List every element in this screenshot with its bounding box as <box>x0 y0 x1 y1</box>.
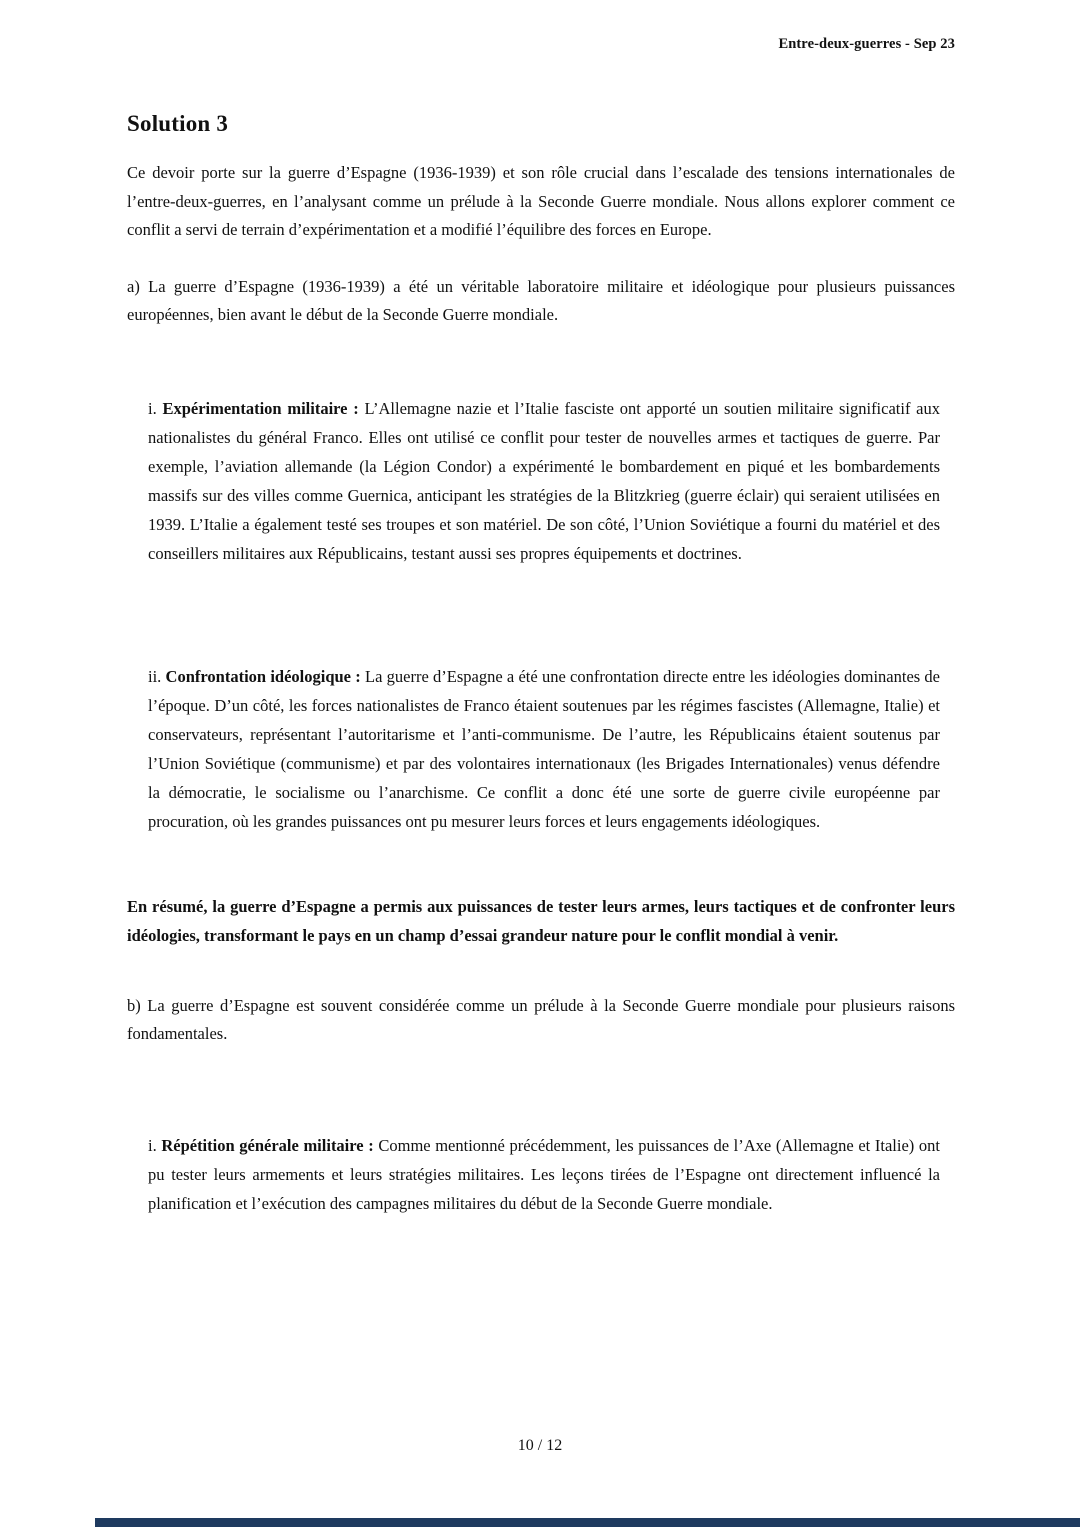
page-number-text: 10 / 12 <box>517 1437 563 1454</box>
section-b-intro: b) La guerre d’Espagne est souvent considérée comme un prélude à la Seconde Guerre mondiale pour plusieurs raisons fondamentales. <box>127 995 955 1043</box>
page-number <box>0 1437 1080 1455</box>
item-b-i <box>148 1131 940 1218</box>
running-header <box>127 36 955 53</box>
item-a-i-body: L’Allemagne nazie et l’Italie fasciste ont apporté un soutien militaire significatif aux nationalistes du général Franco. Elles ont utilisé ce conflit pour tester de nouvelles armes et tactiques de guerre. Par exemple, l’aviation allemande (la Légion Condor) a expérimenté le bombardement en piqué et les bombardements massifs sur des villes comme Guernica, anticipant les stratégies de la Blitzkrieg (guerre éclair) qui seraient utilisées en 1939. L’Italie a également testé ses troupes et son matériel. De son côté, l’Union Soviétique a fourni du matériel et des conseillers militaires aux Républicains, testant aussi ses propres équipements et doctrines. <box>148 398 941 563</box>
running-header-text: Entre-deux-guerres - Sep 23 <box>778 36 955 52</box>
item-a-i-prefix: i. <box>148 398 163 418</box>
item-b-i-lead: Répétition générale militaire : <box>161 1135 374 1155</box>
page-title: Solution 3 <box>127 111 229 136</box>
item-b-i-prefix: i. <box>148 1135 162 1155</box>
item-a-i <box>148 394 940 568</box>
item-b-i-body: Comme mentionné précédemment, les puissances de l’Axe (Allemagne et Italie) ont pu tester leurs armements et leurs stratégies militaires. Les leçons tirées de l’Espagne ont directement influencé la planification et l’exécution des campagnes militaires du début de la Seconde Guerre mondiale. <box>148 1135 940 1213</box>
section-a-intro: a) La guerre d’Espagne (1936-1939) a été un véritable laboratoire militaire et idéologique pour plusieurs puissances européennes, bien avant le début de la Seconde Guerre mondiale. <box>127 276 955 324</box>
summary-paragraph: En résumé, la guerre d’Espagne a permis aux puissances de tester leurs armes, leurs tactiques et de confronter leurs idéologies, transformant le pays en un champ d’essai grandeur nature pour le conflit mondial à venir. <box>127 896 955 945</box>
item-a-i-lead: Expérimentation militaire : <box>162 398 359 418</box>
item-a-ii <box>148 662 940 836</box>
intro-paragraph: Ce devoir porte sur la guerre d’Espagne (1936-1939) et son rôle crucial dans l’escalade des tensions internationales de l’entre-deux-guerres, en l’analysant comme un prélude à la Seconde Guerre mondiale. Nous allons explorer comment ce conflit a servi de terrain d’expérimentation et a modifié l’équilibre des forces en Europe. <box>127 163 955 239</box>
bottom-bar <box>95 1518 1080 1527</box>
item-a-ii-body: La guerre d’Espagne a été une confrontation directe entre les idéologies dominantes de l’époque. D’un côté, les forces nationalistes de Franco étaient soutenues par les régimes fascistes (Allemagne, Italie) et conservateurs, représentant l’autoritarisme et l’anti-communisme. De l’autre, les Républicains étaient soutenus par l’Union Soviétique (communisme) et par des volontaires internationaux (les Brigades Internationales) venus défendre la démocratie, le socialisme ou l’anarchisme. Ce conflit a donc été une sorte de guerre civile européenne par procuration, où les grandes puissances ont pu mesurer leurs forces et leurs engagements idéologiques. <box>148 666 940 831</box>
item-a-ii-prefix: ii. <box>148 666 166 686</box>
item-a-ii-lead: Confrontation idéologique : <box>165 666 361 686</box>
page-content <box>127 36 955 1218</box>
